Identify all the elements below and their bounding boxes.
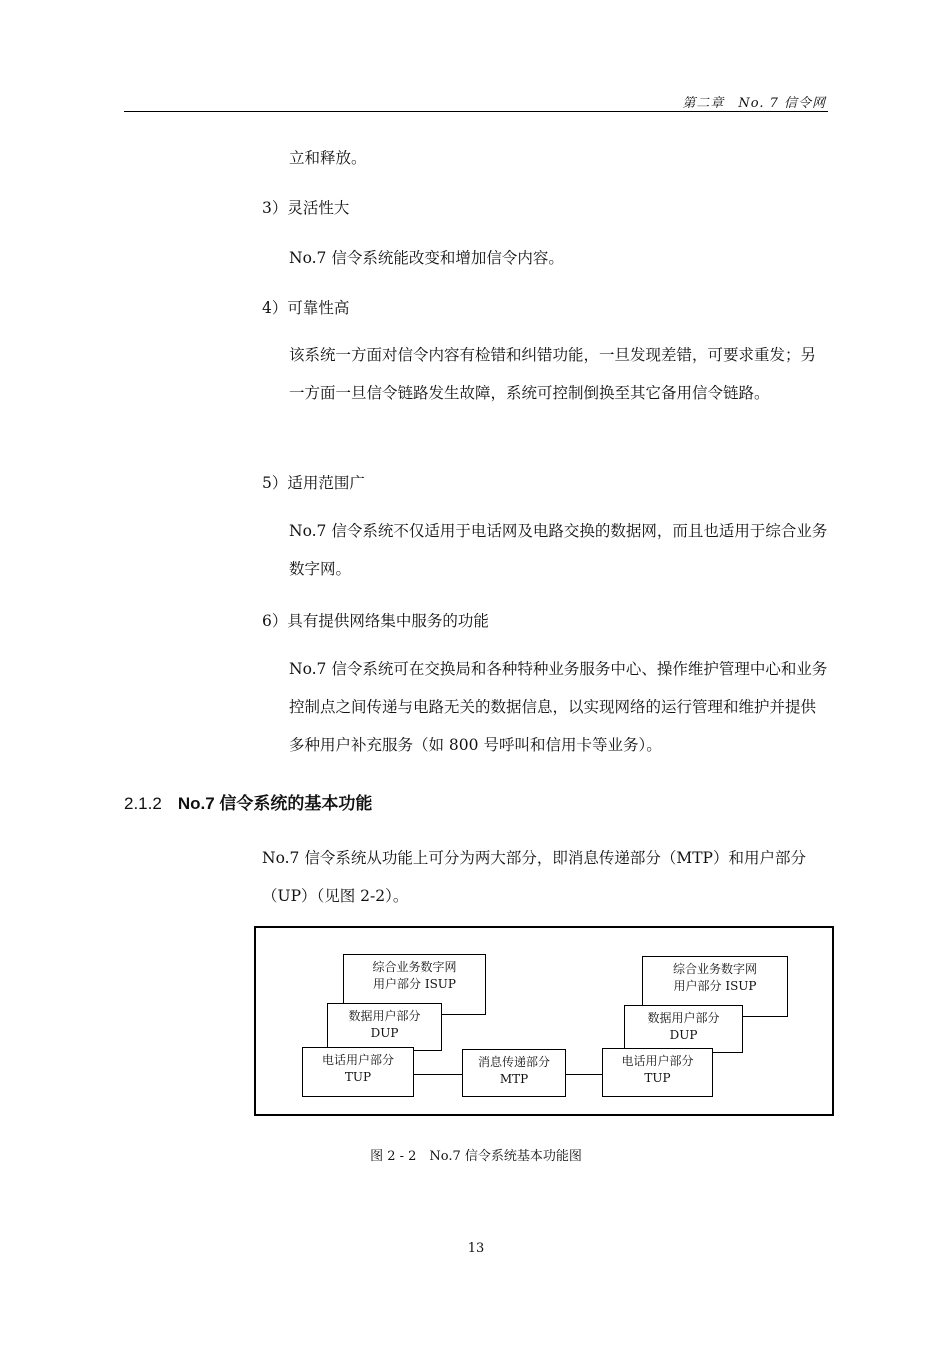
function-diagram bbox=[254, 926, 834, 1116]
left-tup-box: 电话用户部分 TUP bbox=[302, 1047, 414, 1097]
item-3-title: 3）灵活性大 bbox=[262, 199, 350, 217]
item-3-text: No.7 信令系统能改变和增加信令内容。 bbox=[289, 249, 564, 267]
mtp-box: 消息传递部分 MTP bbox=[462, 1049, 566, 1097]
page-number: 13 bbox=[467, 1241, 485, 1256]
header-rule bbox=[124, 111, 828, 112]
figure-caption: 图 2 - 2 No.7 信令系统基本功能图 bbox=[370, 1149, 582, 1164]
connector-left bbox=[414, 1074, 462, 1075]
item-5-text: No.7 信令系统不仅适用于电话网及电路交换的数据网，而且也适用于综合业务数字网。 bbox=[289, 522, 828, 578]
item-4-text: 该系统一方面对信令内容有检错和纠错功能，一旦发现差错，可要求重发；另一方面一旦信令链路发生故障，系统可控制倒换至其它备用信令链路。 bbox=[289, 346, 817, 402]
left-dup-box: 数据用户部分 DUP bbox=[327, 1003, 442, 1051]
running-header: 第二章 No. 7 信令网 bbox=[682, 96, 826, 111]
item-6-text: No.7 信令系统可在交换局和各种特种业务服务中心、操作维护管理中心和业务控制点之间传递与电路无关的数据信息，以实现网络的运行管理和维护并提供多种用户补充服务（如 800 号呼叫和信用卡等业务）。 bbox=[289, 660, 828, 754]
right-tup-box: 电话用户部分 TUP bbox=[602, 1048, 713, 1097]
left-isup-box: 综合业务数字网 用户部分 ISUP bbox=[343, 954, 486, 1015]
connector-right bbox=[566, 1074, 602, 1075]
continued-line: 立和释放。 bbox=[289, 149, 367, 167]
section-title: No.7 信令系统的基本功能 bbox=[177, 794, 373, 813]
right-dup-box: 数据用户部分 DUP bbox=[624, 1005, 743, 1053]
section-text: No.7 信令系统从功能上可分为两大部分，即消息传递部分（MTP）和用户部分（UP）（见图 2-2）。 bbox=[262, 849, 806, 905]
item-5-title: 5）适用范围广 bbox=[262, 474, 365, 492]
item-6-title: 6）具有提供网络集中服务的功能 bbox=[262, 612, 489, 630]
section-number: 2.1.2 bbox=[124, 794, 162, 813]
item-4-title: 4）可靠性高 bbox=[262, 299, 350, 317]
right-isup-box: 综合业务数字网 用户部分 ISUP bbox=[642, 956, 788, 1017]
section-heading bbox=[124, 789, 372, 814]
